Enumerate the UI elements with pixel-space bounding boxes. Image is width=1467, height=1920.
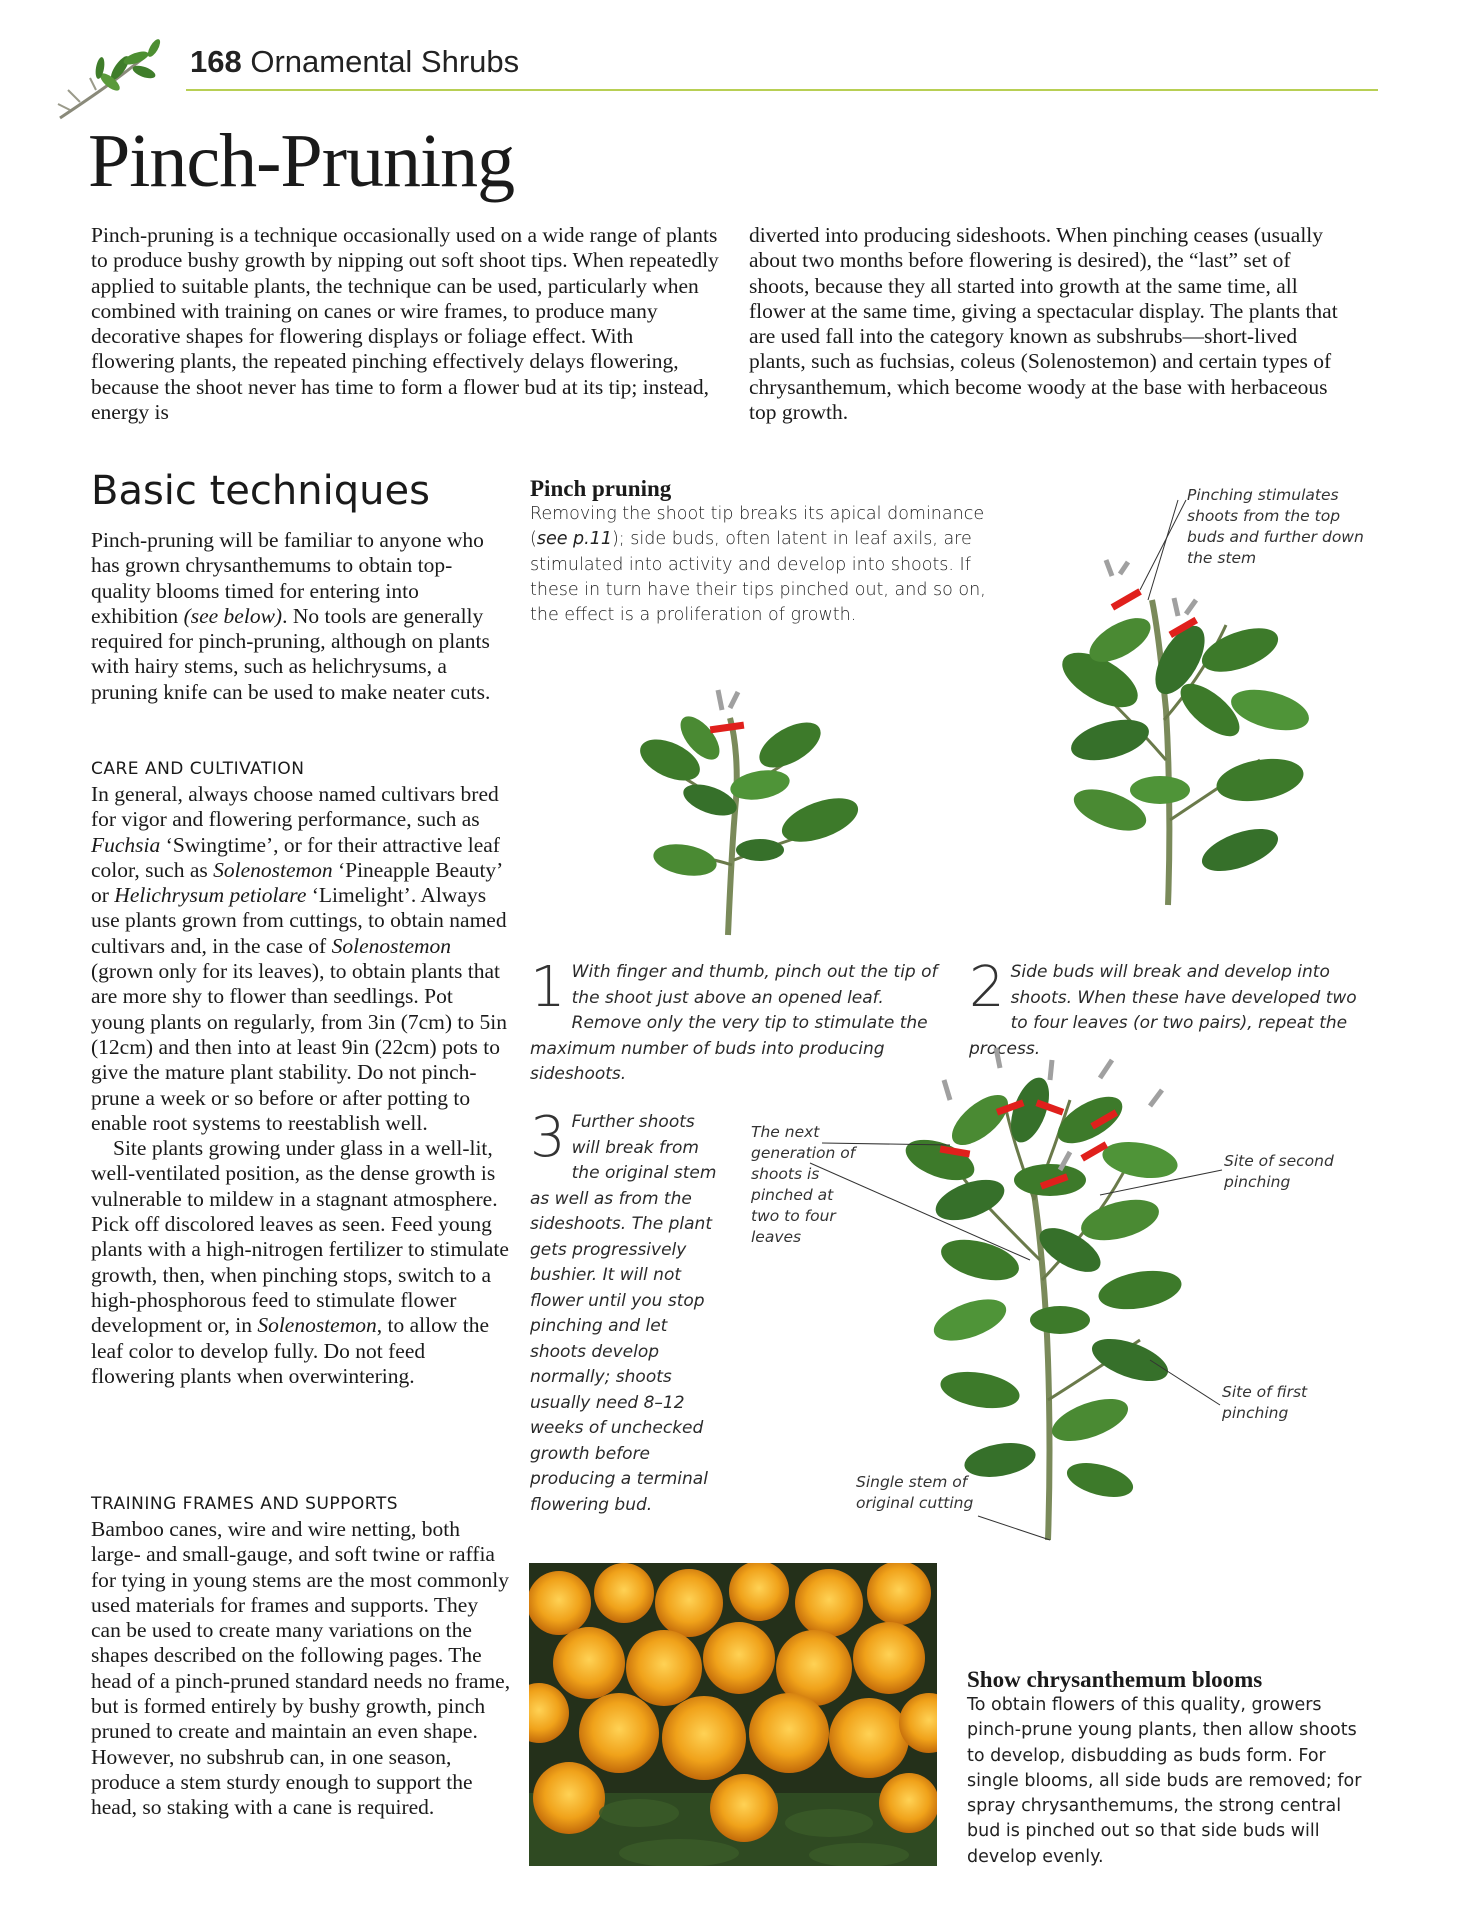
step-2-number: 2	[969, 955, 1005, 1020]
step-3-number: 3	[530, 1105, 566, 1170]
section-name: Ornamental Shrubs	[250, 44, 520, 79]
basic-techniques-heading: Basic techniques	[91, 468, 430, 514]
intro-right-column: diverted into producing sideshoots. When pinching ceases (usually about two months before flowering is desired), the “last” set of shoots, because they all started into growth at the same time, all flower at the same time, giving a spectacular display. The plants that are used fall into the category known as subshrubs—short-lived plants, such as fuchsias, coleus (Solenostemon) and certain types of chrysanthemum, which become woody at the base with herbaceous top growth.	[749, 223, 1338, 425]
show-blooms-title: Show chrysanthemum blooms	[967, 1667, 1263, 1692]
pinch-pruning-title: Pinch pruning	[530, 476, 672, 501]
callout-next-generation: The next generation of shoots is pinched at two to four leaves	[751, 1123, 856, 1246]
care-cultivation-heading: CARE AND CULTIVATION	[91, 759, 305, 779]
training-frames-heading: TRAINING FRAMES AND SUPPORTS	[91, 1494, 399, 1514]
callout-first-pinching: Site of first pinching	[1222, 1383, 1308, 1422]
step-2-caption: 2 Side buds will break and develop into shoots. When these have developed two to four leaves (or two pairs), repeat the process.	[969, 955, 1357, 1059]
care-cultivation-text: In general, always choose named cultivars bred for vigor and flowering performance, such as Fuchsia ‘Swingtime’, or for their attractive leaf color, such as Solenostemon ‘Pineapple Beauty’ or Helichrysum petiolare ‘Limelight’. Always use plants grown from cuttings, to obtain named cultivars and, in the case of Solenostemon (grown only for its leaves), to obtain plants that are more shy to flower than seedlings. Pot young plants on regularly, from 3in (7cm) to 5in (12cm) and then into at least 9in (22cm) pots to give the mature plant stability. Do not pinch-prune a week or so before or after potting to enable root systems to reestablish well. Site plants growing under glass in a well-lit, well-ventilated position, as the dense growth is vulnerable to mildew in a stagnant atmosphere. Pick off discolored leaves as seen. Feed young plants with a high-nitrogen fertilizer to stimulate growth, then, when pinching stops, switch to a high-phosphorous feed to stimulate flower development or, in Solenostemon, to allow the leaf color to develop fully. Do not feed flowering plants when overwintering.	[91, 782, 509, 1388]
chrysanthemum-photo	[529, 1563, 937, 1866]
intro-left-column: Pinch-pruning is a technique occasionally used on a wide range of plants to produce bushy growth by nipping out soft shoot tips. When repeatedly applied to suitable plants, the technique can be used, particularly when combined with training on canes or wire frames, to produce many decorative shapes for flowering displays or foliage effect. With flowering plants, the repeated pinching effectively delays flowering, because the shoot never has time to form a flower bud at its tip; instead, energy is	[91, 223, 719, 425]
callout-second-pinching: Site of second pinching	[1224, 1152, 1334, 1191]
basic-techniques-paragraph: Pinch-pruning will be familiar to anyone who has grown chrysanthemums to obtain top-quality blooms timed for entering into exhibition (see below). No tools are generally required for pinch-pruning, although on plants with hairy stems, such as helichrysums, a pruning knife can be used to make neater cuts.	[91, 528, 491, 704]
page-title: Pinch-Pruning	[88, 119, 515, 203]
callout-pinching-stimulates: Pinching stimulates shoots from the top buds and further down the stem	[1187, 486, 1364, 567]
show-blooms-body: To obtain flowers of this quality, growers pinch-prune young plants, then allow shoots to develop, disbudding as buds form. For single blooms, all side buds are removed; for spray chrysanthemums, the strong central bud is pinched out so that side buds will develop evenly.	[967, 1695, 1362, 1867]
step-1-number: 1	[530, 955, 566, 1020]
callout-single-stem: Single stem of original cutting	[856, 1473, 974, 1512]
pinch-pruning-body: Removing the shoot tip breaks its apical dominance (see p.11); side buds, often latent in leaf axils, are stimulated into activity and develop into shoots. If these in turn have their tips pinched out, and so on, the effect is a proliferation of growth.	[530, 504, 986, 626]
step-1-caption: 1 With finger and thumb, pinch out the tip of the shoot just above an opened leaf. Remove only the very tip to stimulate the maximum number of buds into producing sideshoots.	[530, 955, 938, 1084]
page-number: 168	[190, 44, 242, 79]
step-3-caption: 3 Further shoots will break from the original stem as well as from the sideshoots. The plant gets progressively bushier. It will not flower until you stop pinching and let shoots develop normally; shoots usually need 8–12 weeks of unchecked growth before producing a terminal flowering bud.	[530, 1105, 717, 1515]
training-frames-paragraph: Bamboo canes, wire and wire netting, both large- and small-gauge, and soft twine or raffia for tying in young stems are the most commonly used materials for frames and supports. They can be used to create many variations on the shapes described on the following pages. The head of a pinch-pruned standard needs no frame, but is formed entirely by bushy growth, pinch pruned to create and maintain an even shape. However, no subshrub can, in one season, produce a stem sturdy enough to support the head, so staking with a cane is required.	[91, 1517, 511, 1820]
